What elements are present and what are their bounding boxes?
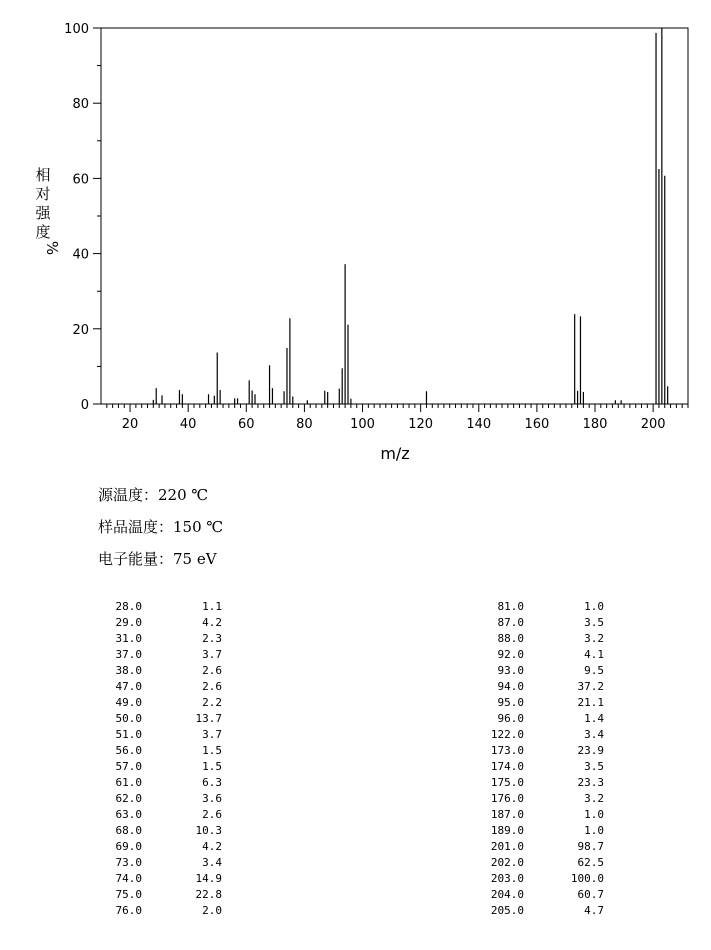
peak-table-right	[470, 599, 604, 919]
peak-mz: 47.0	[115, 680, 142, 693]
peak-abundance: 1.5	[202, 744, 222, 757]
peak-mz: 51.0	[115, 728, 142, 741]
peak-row	[470, 631, 604, 647]
peak-mz: 29.0	[115, 616, 142, 629]
peak-abundance: 4.7	[584, 904, 604, 917]
x-tick-label: 160	[524, 417, 550, 432]
x-tick-labels	[122, 417, 666, 432]
peak-abundance: 98.7	[577, 840, 604, 853]
peak-row	[470, 775, 604, 791]
y-tick-label: 0	[80, 398, 89, 413]
peak-row	[470, 823, 604, 839]
peak-mz: 203.0	[490, 872, 524, 885]
y-axis-label-char: %	[43, 240, 61, 256]
peak-abundance: 1.0	[584, 600, 604, 613]
peak-row	[470, 855, 604, 871]
peak-row	[96, 631, 222, 647]
peak-row	[96, 775, 222, 791]
peak-row	[470, 599, 604, 615]
peak-mz: 57.0	[115, 760, 142, 773]
y-axis-label	[35, 166, 61, 255]
peak-abundance: 3.5	[584, 616, 604, 629]
peak-row	[470, 807, 604, 823]
y-tick-labels	[64, 22, 89, 413]
peak-abundance: 2.0	[202, 904, 222, 917]
peak-row	[96, 615, 222, 631]
peak-abundance: 6.3	[202, 776, 222, 789]
peak-mz: 76.0	[115, 904, 142, 917]
peak-row	[470, 839, 604, 855]
peak-abundance: 1.5	[202, 760, 222, 773]
peak-mz: 93.0	[497, 664, 524, 677]
peak-abundance: 1.0	[584, 808, 604, 821]
peak-mz: 95.0	[497, 696, 524, 709]
y-tick-label: 80	[72, 97, 89, 113]
peak-mz: 81.0	[497, 600, 524, 613]
x-tick-label: 200	[640, 417, 666, 432]
peak-row	[96, 839, 222, 855]
peak-abundance: 3.2	[584, 792, 604, 805]
chart-bars	[153, 28, 667, 404]
peak-mz: 175.0	[490, 776, 524, 789]
peak-mz: 94.0	[497, 680, 524, 693]
source-temperature: 源温度：220 ℃	[98, 486, 209, 504]
peak-abundance: 4.1	[584, 648, 604, 661]
peak-mz: 56.0	[115, 744, 142, 757]
peak-mz: 201.0	[490, 840, 524, 853]
peak-abundance: 10.3	[195, 824, 222, 837]
mass-spectrum-chart	[0, 0, 711, 470]
x-tick-label: 100	[350, 417, 375, 432]
peak-row	[96, 791, 222, 807]
peak-abundance: 2.6	[202, 808, 222, 821]
peak-mz: 122.0	[490, 728, 524, 741]
peak-mz: 92.0	[497, 648, 524, 661]
peak-abundance: 4.2	[202, 840, 222, 853]
peak-row	[96, 663, 222, 679]
peak-row	[470, 647, 604, 663]
peak-abundance: 9.5	[584, 664, 604, 677]
y-tick-label: 60	[72, 172, 89, 188]
peak-row	[96, 695, 222, 711]
peak-abundance: 37.2	[577, 680, 604, 693]
y-axis-label-char: 相	[35, 166, 51, 184]
peak-row	[470, 711, 604, 727]
peak-mz: 73.0	[115, 856, 142, 869]
peak-mz: 38.0	[115, 664, 142, 677]
peak-row	[470, 695, 604, 711]
peak-abundance: 62.5	[577, 856, 604, 869]
peak-abundance: 3.2	[584, 632, 604, 645]
peak-abundance: 23.3	[577, 776, 604, 789]
peak-abundance: 1.1	[202, 600, 222, 613]
peak-mz: 205.0	[490, 904, 524, 917]
peak-row	[96, 903, 222, 919]
x-tick-label: 80	[296, 417, 313, 432]
peak-row	[470, 759, 604, 775]
peak-abundance: 3.4	[202, 856, 222, 869]
peak-row	[96, 743, 222, 759]
peak-abundance: 4.2	[202, 616, 222, 629]
peak-abundance: 21.1	[577, 696, 604, 709]
peak-row	[96, 599, 222, 615]
peak-row	[470, 679, 604, 695]
peak-abundance: 3.7	[202, 728, 222, 741]
peak-mz: 96.0	[497, 712, 524, 725]
peak-mz: 189.0	[490, 824, 524, 837]
peak-abundance: 3.7	[202, 648, 222, 661]
peak-row	[470, 743, 604, 759]
peak-abundance: 3.5	[584, 760, 604, 773]
peak-mz: 74.0	[115, 872, 142, 885]
x-tick-label: 20	[121, 417, 139, 432]
peak-mz: 37.0	[115, 648, 142, 661]
peak-mz: 176.0	[490, 792, 524, 805]
peak-mz: 49.0	[115, 696, 142, 709]
peak-row	[470, 727, 604, 743]
peak-abundance: 2.6	[202, 680, 222, 693]
peak-abundance: 2.6	[202, 664, 222, 677]
peak-mz: 50.0	[115, 712, 142, 725]
peak-abundance: 100.0	[570, 872, 604, 885]
y-tick-label: 100	[64, 22, 89, 37]
plot-frame	[101, 28, 688, 404]
peak-row	[470, 791, 604, 807]
peak-mz: 187.0	[490, 808, 524, 821]
peak-abundance: 2.3	[202, 632, 222, 645]
peak-mz: 202.0	[490, 856, 524, 869]
peak-mz: 87.0	[497, 616, 524, 629]
peak-row	[96, 807, 222, 823]
y-axis-label-char: 强	[35, 204, 51, 222]
y-tick-label: 40	[72, 247, 89, 263]
chart-axes	[93, 28, 688, 412]
x-tick-label: 140	[466, 417, 492, 432]
peak-row	[96, 887, 222, 903]
y-axis-label-char: 度	[35, 223, 51, 241]
peak-row	[470, 615, 604, 631]
peak-row	[470, 903, 604, 919]
peak-row	[96, 871, 222, 887]
peak-row	[96, 679, 222, 695]
x-tick-label: 40	[179, 417, 197, 432]
peak-row	[470, 663, 604, 679]
peak-abundance: 13.7	[195, 712, 222, 725]
peak-mz: 173.0	[490, 744, 524, 757]
x-tick-label: 60	[238, 417, 255, 432]
electron-energy: 电子能量：75 eV	[98, 550, 217, 568]
peak-abundance: 23.9	[577, 744, 604, 757]
peak-mz: 61.0	[115, 776, 142, 789]
peak-mz: 68.0	[115, 824, 142, 837]
peak-mz: 31.0	[115, 632, 142, 645]
x-tick-label: 180	[582, 417, 608, 432]
peak-row	[96, 727, 222, 743]
peak-mz: 204.0	[490, 888, 524, 901]
peak-mz: 62.0	[115, 792, 142, 805]
peak-abundance: 3.4	[584, 728, 604, 741]
peak-row	[470, 887, 604, 903]
peak-mz: 88.0	[497, 632, 524, 645]
peak-abundance: 3.6	[202, 792, 222, 805]
peak-abundance: 14.9	[195, 872, 222, 885]
x-axis-label: m/z	[380, 444, 410, 463]
x-tick-label: 120	[408, 417, 434, 432]
peak-mz: 174.0	[490, 760, 524, 773]
sample-temperature: 样品温度：150 ℃	[98, 518, 224, 536]
peak-abundance: 22.8	[195, 888, 222, 901]
peak-abundance: 1.0	[584, 824, 604, 837]
peak-mz: 75.0	[115, 888, 142, 901]
peak-abundance: 60.7	[577, 888, 604, 901]
peak-abundance: 1.4	[584, 712, 604, 725]
peak-mz: 69.0	[115, 840, 142, 853]
peak-row	[96, 823, 222, 839]
y-tick-label: 20	[72, 322, 89, 338]
peak-row	[96, 759, 222, 775]
peak-row	[470, 871, 604, 887]
peak-row	[96, 855, 222, 871]
y-axis-label-char: 对	[35, 185, 51, 203]
peak-table-left	[96, 599, 222, 919]
peak-abundance: 2.2	[202, 696, 222, 709]
peak-row	[96, 711, 222, 727]
peak-row	[96, 647, 222, 663]
peak-mz: 28.0	[115, 600, 142, 613]
peak-mz: 63.0	[115, 808, 142, 821]
